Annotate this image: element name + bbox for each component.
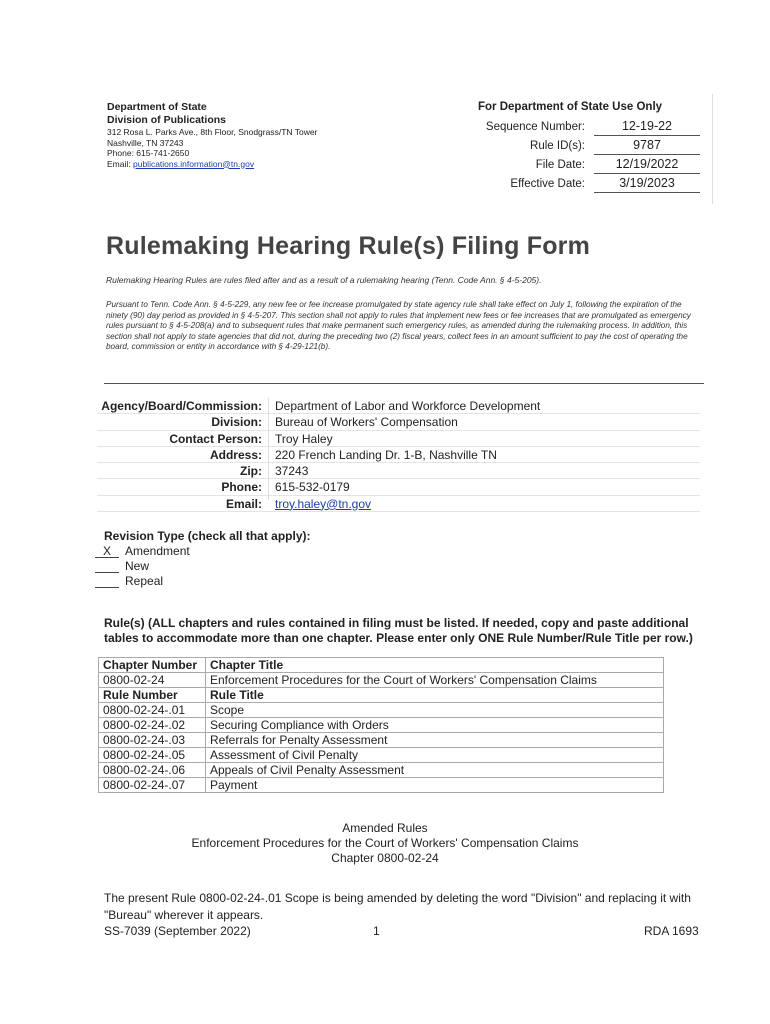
- phone-value: 615-532-0179: [275, 480, 350, 495]
- revision-repeal-row: [104, 574, 311, 589]
- rule-number-header: Rule Number: [99, 688, 206, 703]
- rule-title: Appeals of Civil Penalty Assessment: [206, 763, 664, 778]
- revision-type-section: [104, 529, 311, 589]
- zip-row: [97, 463, 700, 479]
- rule-header-row: [99, 688, 664, 703]
- rule-id-label: Rule ID(s):: [530, 140, 585, 152]
- table-row: [99, 733, 664, 748]
- rule-number: 0800-02-24-.03: [99, 733, 206, 748]
- chapter-title: Enforcement Procedures for the Court of Workers' Compensation Claims: [206, 673, 664, 688]
- zip-label: Zip:: [240, 464, 262, 479]
- contact-person-value: Troy Haley: [275, 431, 333, 446]
- amendment-label: Amendment: [125, 544, 190, 558]
- rules-instructions: [104, 616, 704, 646]
- rule-number: 0800-02-24-.05: [99, 748, 206, 763]
- division-name: Division of Publications: [107, 114, 227, 126]
- amendment-checkbox[interactable]: X: [95, 544, 119, 558]
- table-row: [99, 763, 664, 778]
- phone-row: [97, 479, 700, 495]
- address-label: Address:: [209, 447, 262, 462]
- amended-rules-heading: [0, 821, 770, 866]
- effective-date-value: 3/19/2023: [594, 176, 700, 193]
- effective-date-label: Effective Date:: [510, 178, 585, 190]
- section-divider: [104, 383, 704, 384]
- amendment-description: The present Rule 0800-02-24-.01 Scope is being amended by deleting the word "Division" and replacing it with "Bureau" wherever it appears.: [104, 891, 691, 922]
- amended-line-1: Amended Rules: [342, 821, 428, 835]
- agency-column-divider: [268, 398, 269, 500]
- email-label: Email:: [107, 158, 131, 169]
- state-use-title: For Department of State Use Only: [478, 101, 663, 113]
- rules-intro-text: Rule(s) (ALL chapters and rules contained in filing must be listed. If needed, copy and paste additional tables to accommodate more than one chapter. Please enter only: [104, 616, 689, 645]
- rule-title-header: Rule Title: [206, 688, 664, 703]
- agency-row: [97, 398, 700, 414]
- sequence-number-label: Sequence Number:: [485, 121, 585, 133]
- address-line-1: 312 Rosa L. Parks Ave., 8th Floor, Snodgrass/TN Tower: [107, 127, 318, 137]
- rule-id-value: 9787: [594, 138, 700, 155]
- rules-intro-end: Rule Number/Rule Title per row.): [504, 631, 693, 645]
- agency-value: Department of Labor and Workforce Development: [275, 399, 541, 413]
- form-id: SS-7039 (September 2022): [104, 924, 251, 938]
- repeal-checkbox[interactable]: [95, 574, 119, 588]
- fee-notice-paragraph: Pursuant to Tenn. Code Ann. § 4-5-229, any new fee or fee increase promulgated by state agency rule shall take effect on July 1, following the expiration of the ninety (90) day period as provided in § 4-5-207. This section shall not apply to rules that implement new fees or fee increases that are promulgated as emergency rules pursuant to § 4-5-208(a) and to subsequent rules that make permanent such emergency rules, as amended during the rulemaking process. In addition, this section shall not apply to state agencies that did not, during the preceding two (2) fiscal years, collect fees in an amount sufficient to pay the cost of operating the board, commission or entity in accordance with § 4-29-121(b).: [106, 300, 691, 351]
- table-row: [99, 718, 664, 733]
- rule-number: 0800-02-24-.06: [99, 763, 206, 778]
- page-number: 1: [373, 924, 380, 938]
- chapter-number: 0800-02-24: [99, 673, 206, 688]
- rule-title: Securing Compliance with Orders: [206, 718, 664, 733]
- chapter-title-header: Chapter Title: [206, 658, 664, 673]
- file-date-label: File Date:: [535, 159, 585, 171]
- table-row: [99, 748, 664, 763]
- chapter-number-header: Chapter Number: [99, 658, 206, 673]
- amended-line-2: Enforcement Procedures for the Court of Workers' Compensation Claims: [191, 836, 579, 850]
- address-row: [97, 447, 700, 463]
- rule-title: Scope: [206, 703, 664, 718]
- rule-number: 0800-02-24-.07: [99, 778, 206, 793]
- address-line-2: Nashville, TN 37243: [107, 137, 184, 148]
- email-label: Email:: [225, 496, 262, 511]
- division-value: Bureau of Workers' Compensation: [275, 415, 458, 430]
- file-date-value: 12/19/2022: [594, 157, 700, 174]
- dept-name: Department of State: [107, 101, 207, 113]
- agency-label: Agency/Board/Commission:: [101, 399, 262, 413]
- chapter-row: [99, 673, 664, 688]
- rda-number: RDA 1693: [644, 924, 699, 938]
- rule-number: 0800-02-24-.01: [99, 703, 206, 718]
- phone-line: Phone: 615-741-2650: [107, 148, 190, 158]
- zip-value: 37243: [275, 464, 309, 479]
- new-label: New: [125, 559, 150, 573]
- publications-contact-block: [107, 101, 317, 169]
- contact-person-label: Contact Person:: [169, 431, 262, 446]
- repeal-label: Repeal: [125, 574, 164, 588]
- agency-info-table: [97, 398, 700, 512]
- rules-table: [98, 657, 664, 793]
- revision-amendment-row: [104, 544, 311, 559]
- form-subtitle: Rulemaking Hearing Rules are rules filed after and as a result of a rulemaking hearing (Tenn. Code Ann. § 4-5-205).: [106, 275, 542, 285]
- state-use-border: [470, 94, 713, 204]
- chapter-header-row: [99, 658, 664, 673]
- address-value: 220 French Landing Dr. 1-B, Nashville TN: [275, 447, 497, 462]
- amended-line-3: Chapter 0800-02-24: [331, 851, 439, 865]
- table-row: [99, 778, 664, 793]
- rules-intro-one: ONE: [478, 631, 505, 645]
- table-row: [99, 703, 664, 718]
- contact-email-link[interactable]: troy.haley@tn.gov: [275, 496, 372, 511]
- publications-email-link[interactable]: publications.information@tn.gov: [133, 158, 255, 169]
- revision-new-row: [104, 559, 311, 574]
- revision-heading: Revision Type (check all that apply):: [104, 529, 311, 543]
- form-title: Rulemaking Hearing Rule(s) Filing Form: [106, 232, 591, 260]
- contact-person-row: [97, 431, 700, 447]
- rule-title: Referrals for Penalty Assessment: [206, 733, 664, 748]
- rule-number: 0800-02-24-.02: [99, 718, 206, 733]
- rule-title: Payment: [206, 778, 664, 793]
- email-row: [97, 496, 700, 512]
- division-row: [97, 414, 700, 430]
- new-checkbox[interactable]: [95, 559, 119, 573]
- division-label: Division:: [211, 415, 262, 430]
- phone-label: Phone:: [221, 480, 262, 495]
- sequence-number-value: 12-19-22: [594, 119, 700, 136]
- email-line: [107, 159, 317, 170]
- rule-title: Assessment of Civil Penalty: [206, 748, 664, 763]
